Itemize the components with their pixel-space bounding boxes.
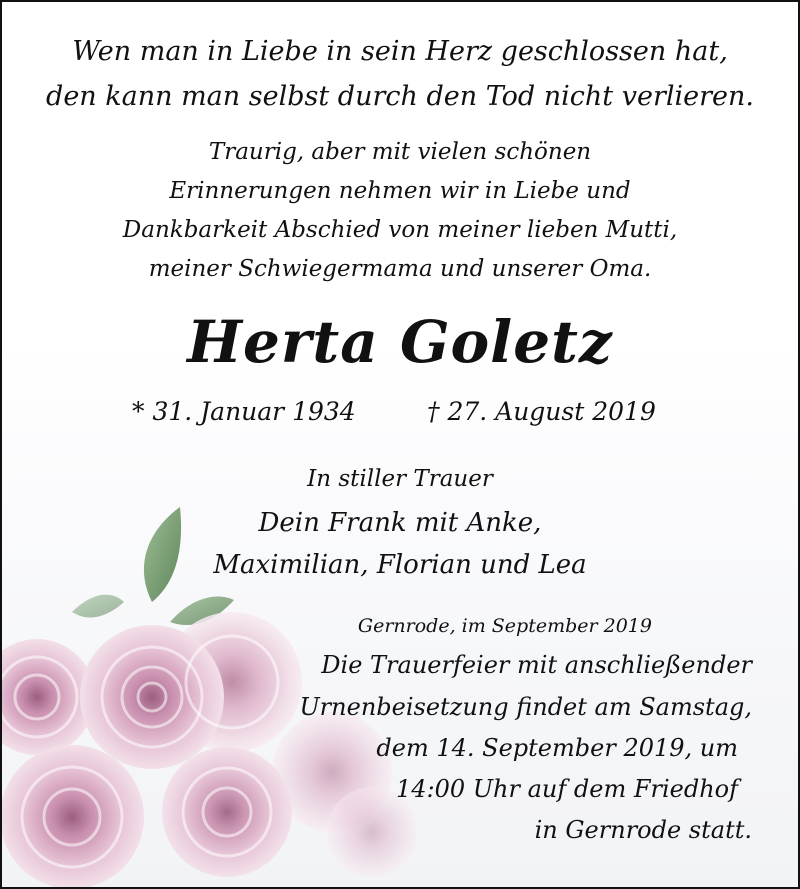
death-date: † 27. August 2019 <box>427 397 656 426</box>
funeral-line-2: Urnenbeisetzung findet am Samstag, <box>299 693 752 721</box>
funeral-line-3: dem 14. September 2019, um <box>376 734 738 762</box>
deceased-name: Herta Goletz <box>187 308 613 376</box>
birth-date: * 31. Januar 1934 <box>132 397 356 426</box>
intro-line-4: meiner Schwiegermama und unserer Oma. <box>148 256 652 282</box>
intro-line-1: Traurig, aber mit vielen schönen <box>208 139 592 165</box>
funeral-line-4: 14:00 Uhr auf dem Friedhof <box>396 775 738 803</box>
mourners-line-1: Dein Frank mit Anke, <box>258 508 542 538</box>
intro-line-2: Erinnerungen nehmen wir in Liebe und <box>169 178 631 204</box>
mourners-heading: In stiller Trauer <box>307 466 493 492</box>
leaf-3 <box>72 595 124 618</box>
mourners-line-2: Maximilian, Florian und Lea <box>213 550 587 580</box>
funeral-line-1: Die Trauerfeier mit anschließender <box>321 651 752 679</box>
motto-line-1: Wen man in Liebe in sein Herz geschlossen hat, <box>72 36 728 67</box>
motto-line-2: den kann man selbst durch den Tod nicht verlieren. <box>46 81 754 112</box>
intro-line-3: Dankbarkeit Abschied von meiner lieben Mutti, <box>122 217 678 243</box>
funeral-line-5: in Gernrode statt. <box>534 816 752 844</box>
place-date: Gernrode, im September 2019 <box>357 615 652 637</box>
